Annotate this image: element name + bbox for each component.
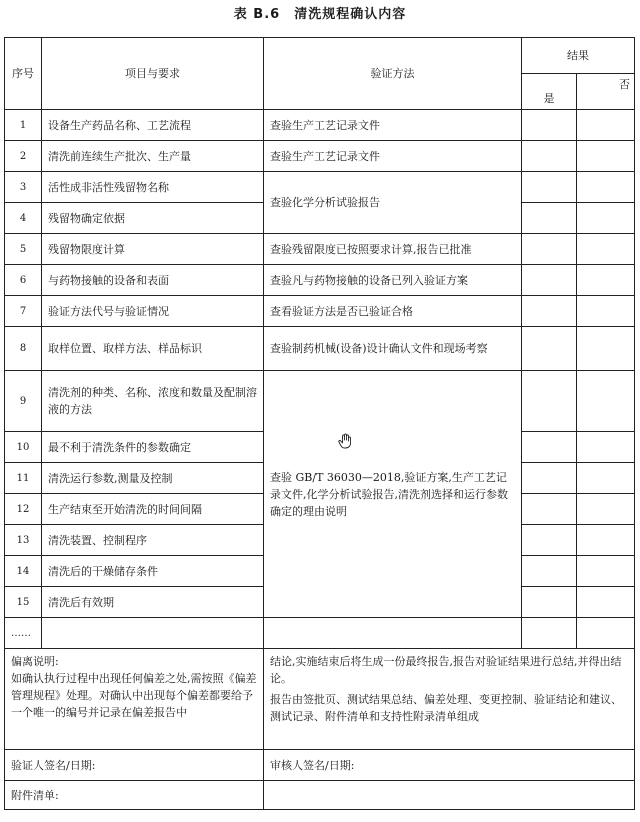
table-row: [5, 371, 635, 432]
table-row: [5, 327, 635, 371]
row-no: 8: [5, 327, 42, 371]
result-no-cell[interactable]: [577, 327, 635, 371]
deviation-text: 如确认执行过程中出现任何偏差之处,需按照《偏差管理规程》处理。对确认中出现每个偏差都要给予一个唯一的编号并记录在偏差报告中: [11, 672, 257, 719]
row-item: 残留物限度计算: [42, 234, 264, 265]
row-method: 查验 GB/T 36030—2018,验证方案,生产工艺记录文件,化学分析试验报告,清洗剂选择和运行参数确定的理由说明: [264, 371, 522, 618]
result-yes-cell[interactable]: [522, 172, 577, 203]
result-no-cell[interactable]: [577, 494, 635, 525]
result-yes-cell[interactable]: [522, 327, 577, 371]
result-yes-cell[interactable]: [522, 556, 577, 587]
result-no-cell[interactable]: [577, 110, 635, 141]
result-no-cell[interactable]: [577, 618, 635, 649]
result-no-cell[interactable]: [577, 525, 635, 556]
row-item: 验证方法代号与验证情况: [42, 296, 264, 327]
result-yes-cell[interactable]: [522, 296, 577, 327]
row-no: 15: [5, 587, 42, 618]
result-yes-cell[interactable]: [522, 618, 577, 649]
result-no-cell[interactable]: [577, 371, 635, 432]
result-yes-cell[interactable]: [522, 463, 577, 494]
row-no: 9: [5, 371, 42, 432]
result-yes-cell[interactable]: [522, 141, 577, 172]
attachment-list-label: 附件清单:: [5, 781, 264, 810]
row-item: 设备生产药品名称、工艺流程: [42, 110, 264, 141]
row-no: 14: [5, 556, 42, 587]
verifier-signature[interactable]: 验证人签名/日期:: [5, 750, 264, 781]
result-yes-cell[interactable]: [522, 587, 577, 618]
header-method: 验证方法: [264, 38, 522, 110]
row-no: 10: [5, 432, 42, 463]
header-row: [5, 38, 635, 74]
deviation-note: [5, 649, 264, 750]
result-no-cell[interactable]: [577, 463, 635, 494]
result-no-cell[interactable]: [577, 234, 635, 265]
row-item: 清洗前连续生产批次、生产量: [42, 141, 264, 172]
row-item: 清洗运行参数,测量及控制: [42, 463, 264, 494]
row-no-ellipsis: ……: [5, 618, 42, 649]
row-item: 生产结束至开始清洗的时间间隔: [42, 494, 264, 525]
row-item-empty: [42, 618, 264, 649]
row-method: 查验残留限度已按照要求计算,报告已批准: [264, 234, 522, 265]
result-yes-cell[interactable]: [522, 110, 577, 141]
row-no: 6: [5, 265, 42, 296]
attachment-row: [5, 781, 635, 810]
row-item: 活性成非活性残留物名称: [42, 172, 264, 203]
result-yes-cell[interactable]: [522, 265, 577, 296]
table-row: [5, 141, 635, 172]
table-row: [5, 618, 635, 649]
header-seq: 序号: [5, 38, 42, 110]
row-no: 12: [5, 494, 42, 525]
row-no: 11: [5, 463, 42, 494]
row-method: 查验化学分析试验报告: [264, 172, 522, 234]
table-id: 表 B.6: [233, 7, 281, 22]
header-no: 否: [577, 74, 635, 110]
row-method-empty: [264, 618, 522, 649]
row-item: 与药物接触的设备和表面: [42, 265, 264, 296]
row-method: 查验生产工艺记录文件: [264, 110, 522, 141]
row-item: 最不利于清洗条件的参数确定: [42, 432, 264, 463]
table-row: [5, 265, 635, 296]
row-method: 查看验证方法是否已验证合格: [264, 296, 522, 327]
row-method: 查验制药机械(设备)设计确认文件和现场考察: [264, 327, 522, 371]
conclusion-text-1: 结论,实施结束后将生成一份最终报告,报告对验证结果进行总结,并得出结论。: [270, 655, 622, 685]
result-no-cell[interactable]: [577, 141, 635, 172]
cleaning-procedure-table: [4, 37, 635, 810]
attachment-list-value[interactable]: [264, 781, 635, 810]
result-yes-cell[interactable]: [522, 234, 577, 265]
conclusion-text-2: 报告由签批页、测试结果总结、偏差处理、变更控制、验证结论和建议、测试记录、附件清单和支持性附录清单组成: [270, 693, 622, 723]
result-no-cell[interactable]: [577, 265, 635, 296]
result-yes-cell[interactable]: [522, 432, 577, 463]
result-no-cell[interactable]: [577, 556, 635, 587]
result-no-cell[interactable]: [577, 203, 635, 234]
result-no-cell[interactable]: [577, 432, 635, 463]
signature-row: [5, 750, 635, 781]
row-item: 清洗后有效期: [42, 587, 264, 618]
row-no: 1: [5, 110, 42, 141]
result-no-cell[interactable]: [577, 172, 635, 203]
table-row: [5, 110, 635, 141]
table-row: [5, 172, 635, 203]
result-no-cell[interactable]: [577, 587, 635, 618]
row-no: 13: [5, 525, 42, 556]
row-no: 4: [5, 203, 42, 234]
header-item: 项目与要求: [42, 38, 264, 110]
deviation-row: [5, 649, 635, 750]
row-method: 查验生产工艺记录文件: [264, 141, 522, 172]
table-title: [0, 3, 640, 23]
result-yes-cell[interactable]: [522, 525, 577, 556]
row-no: 2: [5, 141, 42, 172]
row-method: 查验凡与药物接触的设备已列入验证方案: [264, 265, 522, 296]
table-row: [5, 234, 635, 265]
reviewer-signature[interactable]: 审核人签名/日期:: [264, 750, 635, 781]
row-item: 清洗后的干燥储存条件: [42, 556, 264, 587]
row-item: 残留物确定依据: [42, 203, 264, 234]
header-yes: 是: [522, 74, 577, 110]
result-yes-cell[interactable]: [522, 371, 577, 432]
row-no: 5: [5, 234, 42, 265]
row-no: 7: [5, 296, 42, 327]
conclusion-note: [264, 649, 635, 750]
result-no-cell[interactable]: [577, 296, 635, 327]
result-yes-cell[interactable]: [522, 494, 577, 525]
row-no: 3: [5, 172, 42, 203]
result-yes-cell[interactable]: [522, 203, 577, 234]
deviation-label: 偏离说明:: [11, 655, 59, 668]
row-item: 取样位置、取样方法、样品标识: [42, 327, 264, 371]
table-row: [5, 296, 635, 327]
row-item: 清洗装置、控制程序: [42, 525, 264, 556]
hand-cursor-icon: [337, 433, 353, 449]
row-item: 清洗剂的种类、名称、浓度和数量及配制溶液的方法: [42, 371, 264, 432]
table-title-text: 清洗规程确认内容: [294, 7, 407, 22]
header-result: 结果: [522, 38, 635, 74]
